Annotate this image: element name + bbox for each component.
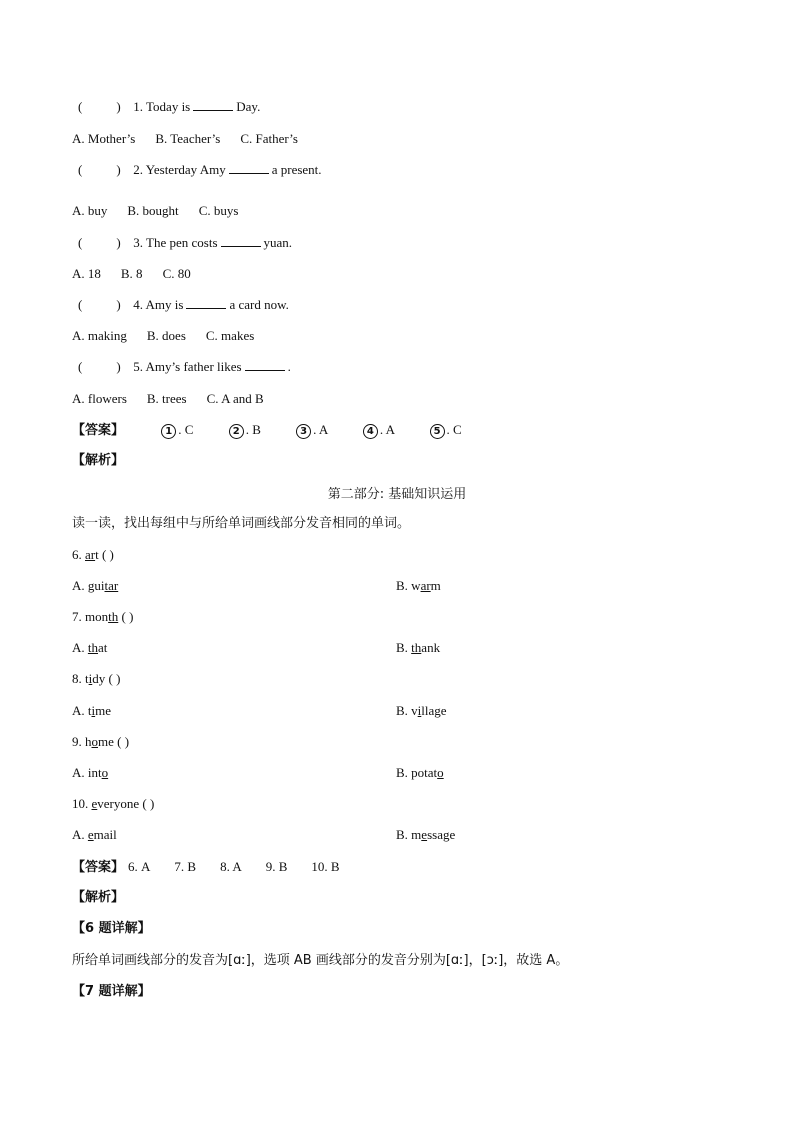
question-number: 2. [133,162,143,177]
answer-paren[interactable]: ( ) [78,162,121,177]
detail-6-text: 所给单词画线部分的发音为[ɑː]，选项 AB 画线部分的发音分别为[ɑː]，[ɔː]，故选 A。 [72,953,569,968]
section-title: 第二部分: 基础知识运用 [327,487,467,502]
answer-item: 9. B [265,859,288,874]
circled-number: 1 [161,424,176,439]
options-3 [72,265,191,283]
option-b: B. potato [396,765,444,780]
option-b: B. warm [396,578,441,593]
answer-item: 6. A [128,859,151,874]
option-c: C. makes [205,328,255,343]
detail-6-label: 【6 题详解】 [72,921,151,936]
answer-row-1 [72,421,462,440]
option-a: A. 18 [72,266,101,281]
option-b: B. does [146,328,186,343]
phonics-question-8: 8. tidy ( ) [72,671,121,686]
answer-item: 2 . B [229,422,261,437]
question-text: . [287,359,291,374]
phonics-question-6: 6. art ( ) [72,547,114,562]
answer-item: 5 . C [430,422,462,437]
question-text: Day. [236,99,261,114]
question-text: Amy is [145,297,184,312]
question-text: The pen costs [146,235,218,250]
option-c: C. Father’s [240,131,298,146]
option-b: B. 8 [120,266,143,281]
answer-row-2 [72,858,340,877]
option-b: B. village [396,703,447,718]
option-b: B. bought [127,203,179,218]
options-1 [72,130,298,148]
answer-label: 【答案】 [72,423,125,438]
question-4 [72,296,289,314]
answer-paren[interactable]: ( ) [78,359,121,374]
question-text: Today is [146,99,191,114]
question-text: yuan. [263,235,293,250]
question-text: Amy’s father likes [145,359,242,374]
answer-item: 1 . C [161,422,193,437]
question-text: Yesterday Amy [145,162,226,177]
option-b: B. trees [146,391,187,406]
question-number: 3. [133,235,143,250]
question-number: 5. [133,359,143,374]
options-4 [72,327,254,345]
answer-item: 8. A [220,859,242,874]
analysis-label: 【解析】 [72,453,125,468]
option-a: A. time [72,703,112,718]
fill-blank [186,296,226,309]
fill-blank [221,234,261,247]
answer-item: 10. B [311,859,340,874]
question-3 [72,234,292,252]
question-2 [72,161,322,179]
options-5 [72,390,264,408]
question-1 [72,98,260,116]
circled-number: 4 [363,424,378,439]
answer-item: 3 . A [296,422,327,437]
option-a: A. into [72,765,109,780]
options-2 [72,202,238,220]
answer-paren[interactable]: ( ) [78,99,121,114]
question-text: a card now. [229,297,289,312]
fill-blank [245,358,285,371]
phonics-question-9: 9. home ( ) [72,734,130,749]
option-c: C. buys [198,203,239,218]
circled-number: 2 [229,424,244,439]
circled-number: 3 [296,424,311,439]
fill-blank [229,161,269,174]
answer-label: 【答案】 [72,860,125,875]
instruction: 读一读，找出每组中与所给单词画线部分发音相同的单词。 [72,516,411,531]
answer-item: 4 . A [363,422,394,437]
question-text: a present. [271,162,322,177]
fill-blank [193,98,233,111]
option-a: A. buy [72,203,108,218]
circled-number: 5 [430,424,445,439]
option-a: A. Mother’s [72,131,136,146]
answer-paren[interactable]: ( ) [78,235,121,250]
question-number: 1. [133,99,143,114]
option-a: A. flowers [72,391,127,406]
option-b: B. thank [396,640,441,655]
answer-paren[interactable]: ( ) [78,297,121,312]
option-c: C. A and B [206,391,264,406]
option-a: A. making [72,328,127,343]
detail-7-label: 【7 题详解】 [72,984,151,999]
option-a: A. guitar [72,578,119,593]
question-number: 4. [133,297,143,312]
phonics-question-10: 10. everyone ( ) [72,796,155,811]
answer-item: 7. B [174,859,197,874]
option-a: A. that [72,640,108,655]
question-5 [72,358,291,376]
option-a: A. email [72,827,117,842]
option-c: C. 80 [162,266,191,281]
option-b: B. Teacher’s [155,131,221,146]
analysis-label: 【解析】 [72,890,125,905]
option-b: B. message [396,827,456,842]
phonics-question-7: 7. month ( ) [72,609,134,624]
